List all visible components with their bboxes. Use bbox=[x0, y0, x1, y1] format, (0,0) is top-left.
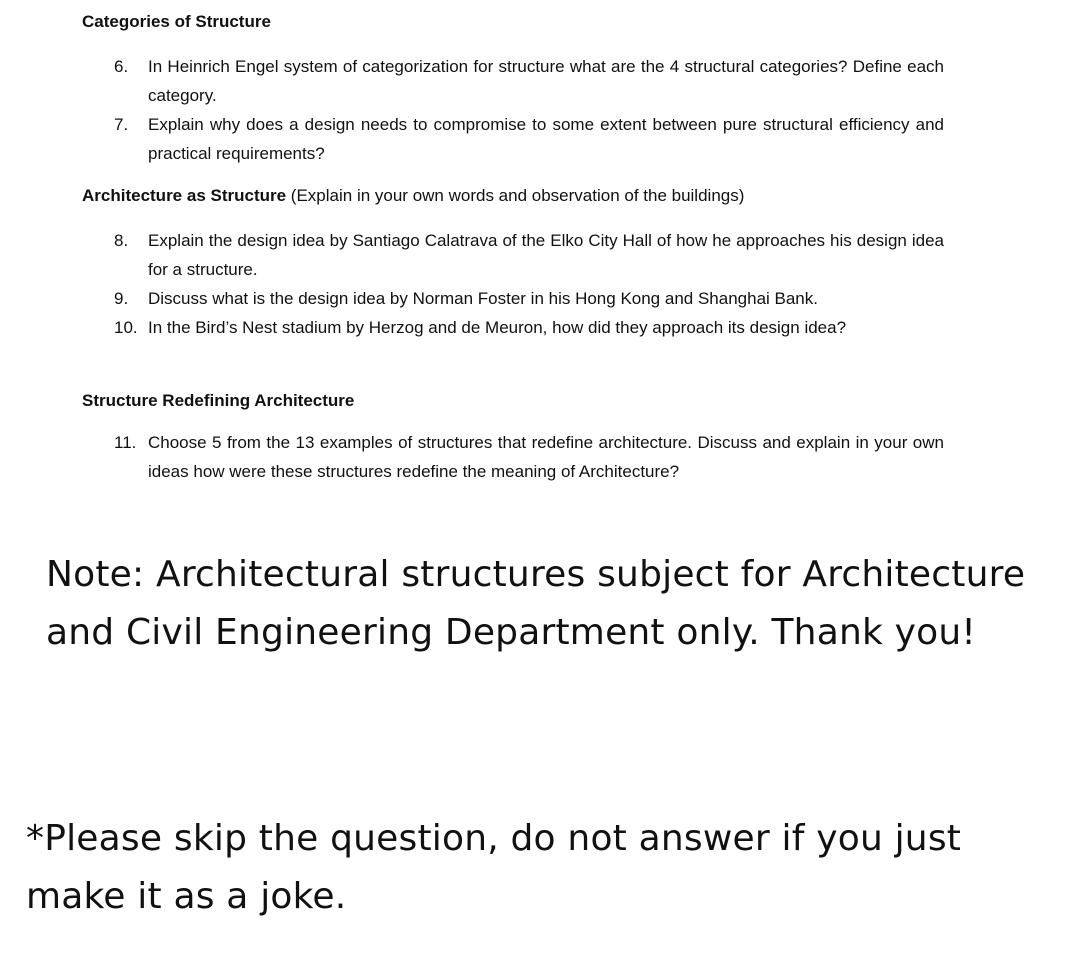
section-heading-structure-redefining bbox=[82, 386, 354, 415]
disclaimer-note: *Please skip the question, do not answer if you just make it as a joke. bbox=[26, 818, 962, 917]
question-number: 7. bbox=[114, 115, 129, 134]
question-9 bbox=[114, 284, 944, 313]
question-number: 6. bbox=[114, 57, 129, 76]
question-11 bbox=[114, 428, 944, 486]
section-heading-architecture-as-structure bbox=[82, 181, 744, 210]
question-10 bbox=[114, 313, 944, 342]
section-heading-text: Categories of Structure bbox=[82, 12, 271, 31]
question-8 bbox=[114, 226, 944, 284]
subject-note: Note: Architectural structures subject for Architecture and Civil Engineering Department only. Thank you! bbox=[46, 554, 1026, 653]
section-heading-text: Architecture as Structure bbox=[82, 186, 287, 205]
question-number: 11. bbox=[114, 433, 137, 452]
section-heading-text: Structure Redefining Architecture bbox=[82, 391, 355, 410]
question-number: 10. bbox=[114, 318, 138, 337]
question-text: Choose 5 from the 13 examples of structures that redefine architecture. Discuss and explain in your own ideas how were these structures redefine the meaning of Architecture? bbox=[148, 433, 944, 481]
question-text: Discuss what is the design idea by Norman Foster in his Hong Kong and Shanghai Bank. bbox=[148, 289, 818, 308]
question-text: In Heinrich Engel system of categorization for structure what are the 4 structural categories? Define each category. bbox=[148, 57, 944, 105]
section-heading-note: (Explain in your own words and observation of the buildings) bbox=[286, 186, 745, 205]
section-heading-categories bbox=[82, 7, 271, 36]
question-number: 8. bbox=[114, 231, 129, 250]
question-text: Explain why does a design needs to compromise to some extent between pure structural efficiency and practical requirements? bbox=[148, 115, 944, 163]
question-text: Explain the design idea by Santiago Calatrava of the Elko City Hall of how he approaches his design idea for a structure. bbox=[148, 231, 944, 279]
question-7 bbox=[114, 110, 944, 168]
question-text: In the Bird’s Nest stadium by Herzog and de Meuron, how did they approach its design idea? bbox=[148, 318, 847, 337]
question-6 bbox=[114, 52, 944, 110]
question-number: 9. bbox=[114, 289, 129, 308]
